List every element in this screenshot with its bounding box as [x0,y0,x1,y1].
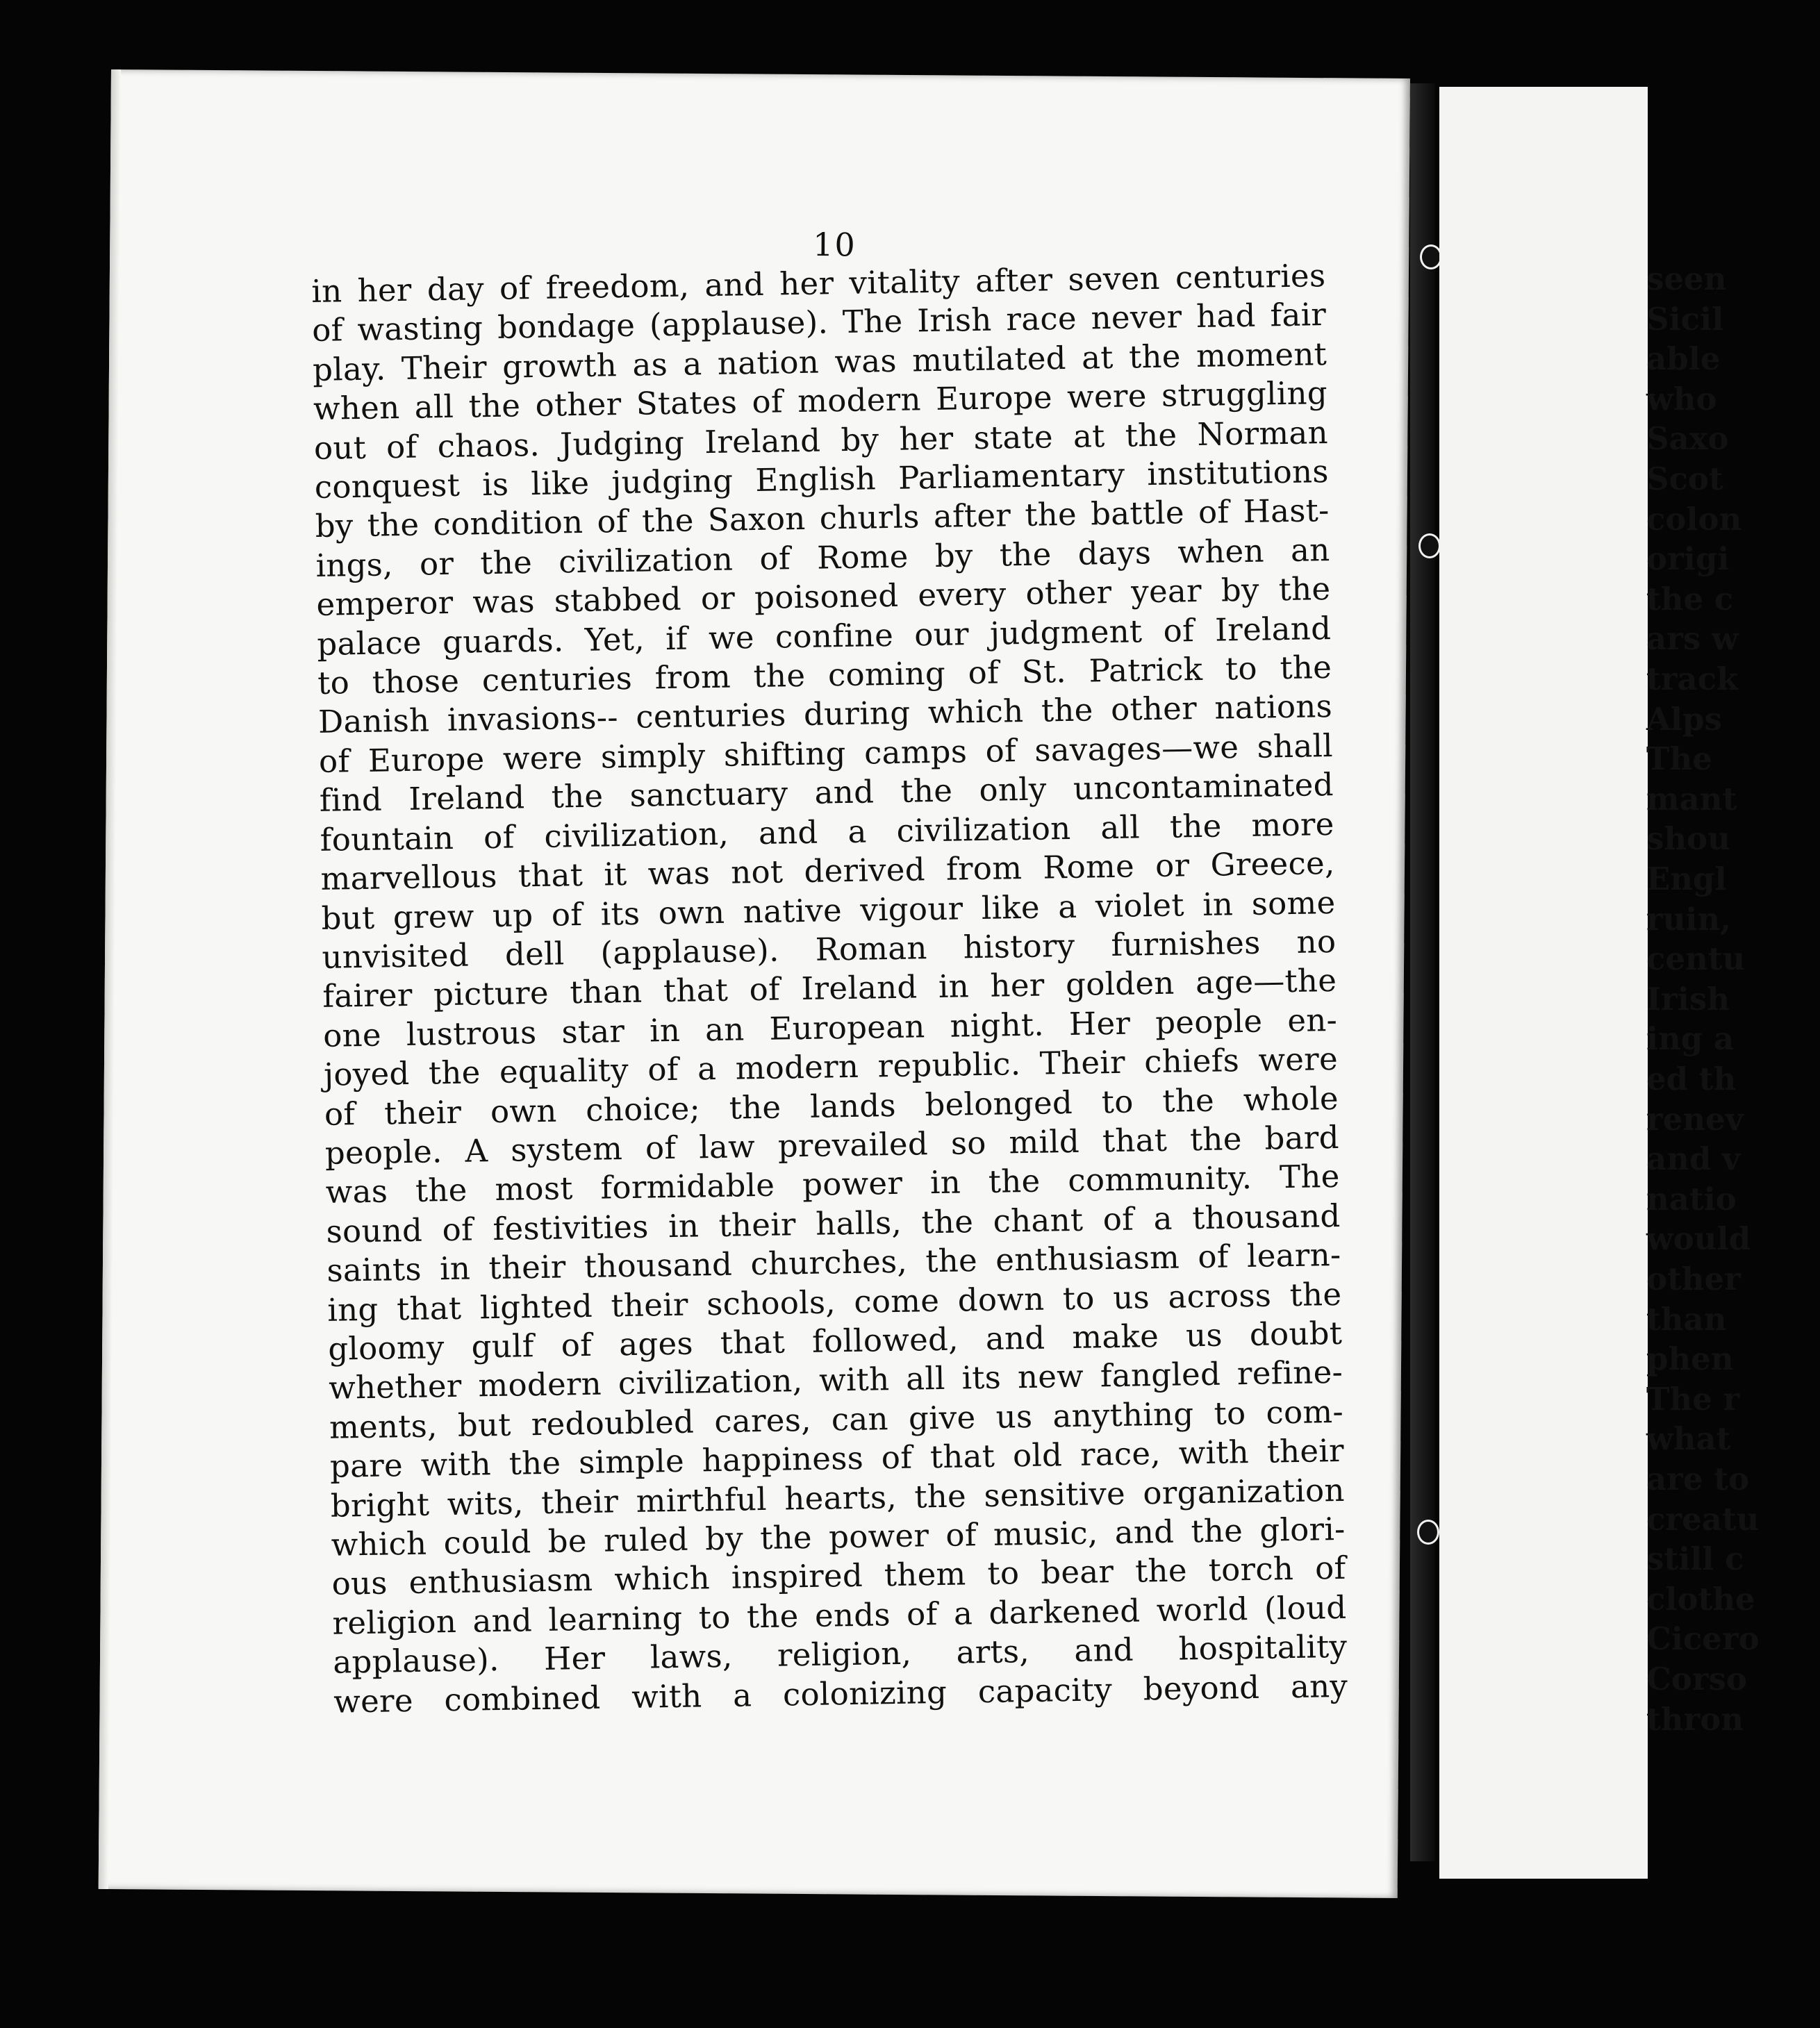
text-line: of Europe were simply shifting camps of savages—we shall [318,726,1334,780]
text-line: out of chaos. Judging Ireland by her state at the Norman [313,413,1329,467]
fragment-line: shou [1646,820,1730,858]
fragment-line: still c [1646,1540,1744,1578]
text-line: to those centuries from the coming of St. Patrick to the [317,649,1332,702]
fragment-line: colon [1646,500,1742,538]
fragment-line: Alps [1646,700,1722,738]
fragment-line: are to [1646,1461,1749,1497]
text-line: whether modern civilization, with all its new fangled refine- [328,1354,1343,1407]
text-line: joyed the equality of a modern republic. Their chiefs were [323,1040,1339,1093]
text-line: which could be ruled by the power of music, and the glori- [331,1510,1346,1563]
text-line: bright wits, their mirthful hearts, the sensitive organization [330,1471,1346,1524]
fragment-line: what [1646,1420,1731,1458]
fragment-line: mant [1646,780,1737,817]
text-line: when all the other States of modern Europe were struggling [313,374,1328,428]
binding-staple [1417,1520,1439,1545]
fragment-line: creatu [1646,1500,1760,1538]
fragment-line: clothe [1646,1580,1755,1618]
fragment-line: Irish [1646,980,1730,1017]
text-line: find Ireland the sanctuary and the only uncontaminated [319,766,1334,820]
fragment-line: Engl [1646,861,1727,897]
text-line: ings, or the civilization of Rome by the days when an [315,531,1330,584]
binding-staple [1418,533,1441,558]
fragment-line: phen [1646,1340,1734,1378]
text-line: were combined with a colonizing capacity beyond any [333,1667,1348,1720]
fragment-line: than [1646,1300,1727,1338]
right-page [1439,87,1760,1879]
page-number: 10 [813,226,857,264]
text-line: ments, but redoubled cares, can give us anything to com- [329,1393,1344,1446]
text-line: religion and learning to the ends of a darkened world (loud [332,1588,1347,1642]
fragment-line: other [1646,1261,1741,1297]
text-line: palace guards. Yet, if we confine our judgment of Ireland [316,609,1332,663]
fragment-line: Corso [1646,1661,1747,1697]
text-line: play. Their growth as a nation was mutilated at the moment [312,335,1327,388]
text-line: of their own choice; the lands belonged to the whole [324,1079,1339,1133]
fragment-line: The [1646,740,1712,778]
text-line: applause). Her laws, religion, arts, and hospitality [332,1628,1348,1681]
fragment-line: ed th [1646,1061,1737,1097]
text-line: conquest is like judging English Parliamentary institutions [314,453,1330,506]
body-text [311,256,1348,1722]
fragment-line: ruin, [1646,900,1731,938]
book-gutter [1410,83,1435,1861]
fragment-line: Scot [1646,460,1723,497]
text-line: was the most formidable power in the community. The [325,1158,1341,1211]
fragment-line: The r [1646,1380,1740,1418]
fragment-line: thron [1646,1700,1744,1738]
fragment-line: the c [1646,580,1734,617]
fragment-line: would [1646,1220,1751,1258]
fragment-line: seen [1646,260,1727,297]
fragment-line: ing a [1646,1020,1735,1058]
text-line: emperor was stabbed or poisoned every other year by the [316,570,1331,624]
fragment-line: Cicero [1646,1620,1760,1658]
text-line: people. A system of law prevailed so mild that the bard [324,1118,1340,1172]
left-page [99,69,1410,1898]
text-line: Danish invasions-- centuries during which the other nations [317,688,1333,741]
text-line: of wasting bondage (applause). The Irish race never had fair [311,296,1327,349]
text-line: unvisited dell (applause). Roman history furnishes no [322,922,1337,976]
text-line: fountain of civilization, and a civilization all the more [320,805,1335,858]
text-line: ous enthusiasm which inspired them to bear the torch of [331,1549,1346,1603]
text-line: fairer picture than that of Ireland in her golden age—the [322,962,1337,1015]
text-line: ing that lighted their schools, come down to us across the [327,1275,1342,1329]
fragment-line: centu [1646,940,1746,978]
text-line: in her day of freedom, and her vitality after seven centuries [311,257,1326,310]
text-line: pare with the simple happiness of that old race, with their [329,1432,1345,1485]
fragment-line: who [1646,380,1717,417]
fragment-line: Saxo [1646,420,1729,458]
fragment-line: Sicil [1646,300,1724,338]
fragment-line: ars w [1646,620,1739,658]
text-line: one lustrous star in an European night. Her people en- [322,1001,1338,1054]
fragment-line: natio [1646,1180,1737,1217]
fragment-line: renev [1646,1100,1744,1138]
text-line: marvellous that it was not derived from Rome or Greece, [320,845,1335,898]
text-line: gloomy gulf of ages that followed, and make us doubt [327,1314,1343,1368]
text-line: by the condition of the Saxon churls after the battle of Hast- [315,492,1330,545]
fragment-line: origi [1646,540,1730,578]
text-line: sound of festivities in their halls, the chant of a thousand [326,1197,1341,1250]
text-line: but grew up of its own native vigour like a violet in some [321,883,1336,937]
fragment-line: track [1646,660,1739,697]
fragment-line: able [1646,340,1721,378]
fragment-line: and v [1646,1140,1741,1178]
text-line: saints in their thousand churches, the enthusiasm of learn- [326,1236,1341,1289]
